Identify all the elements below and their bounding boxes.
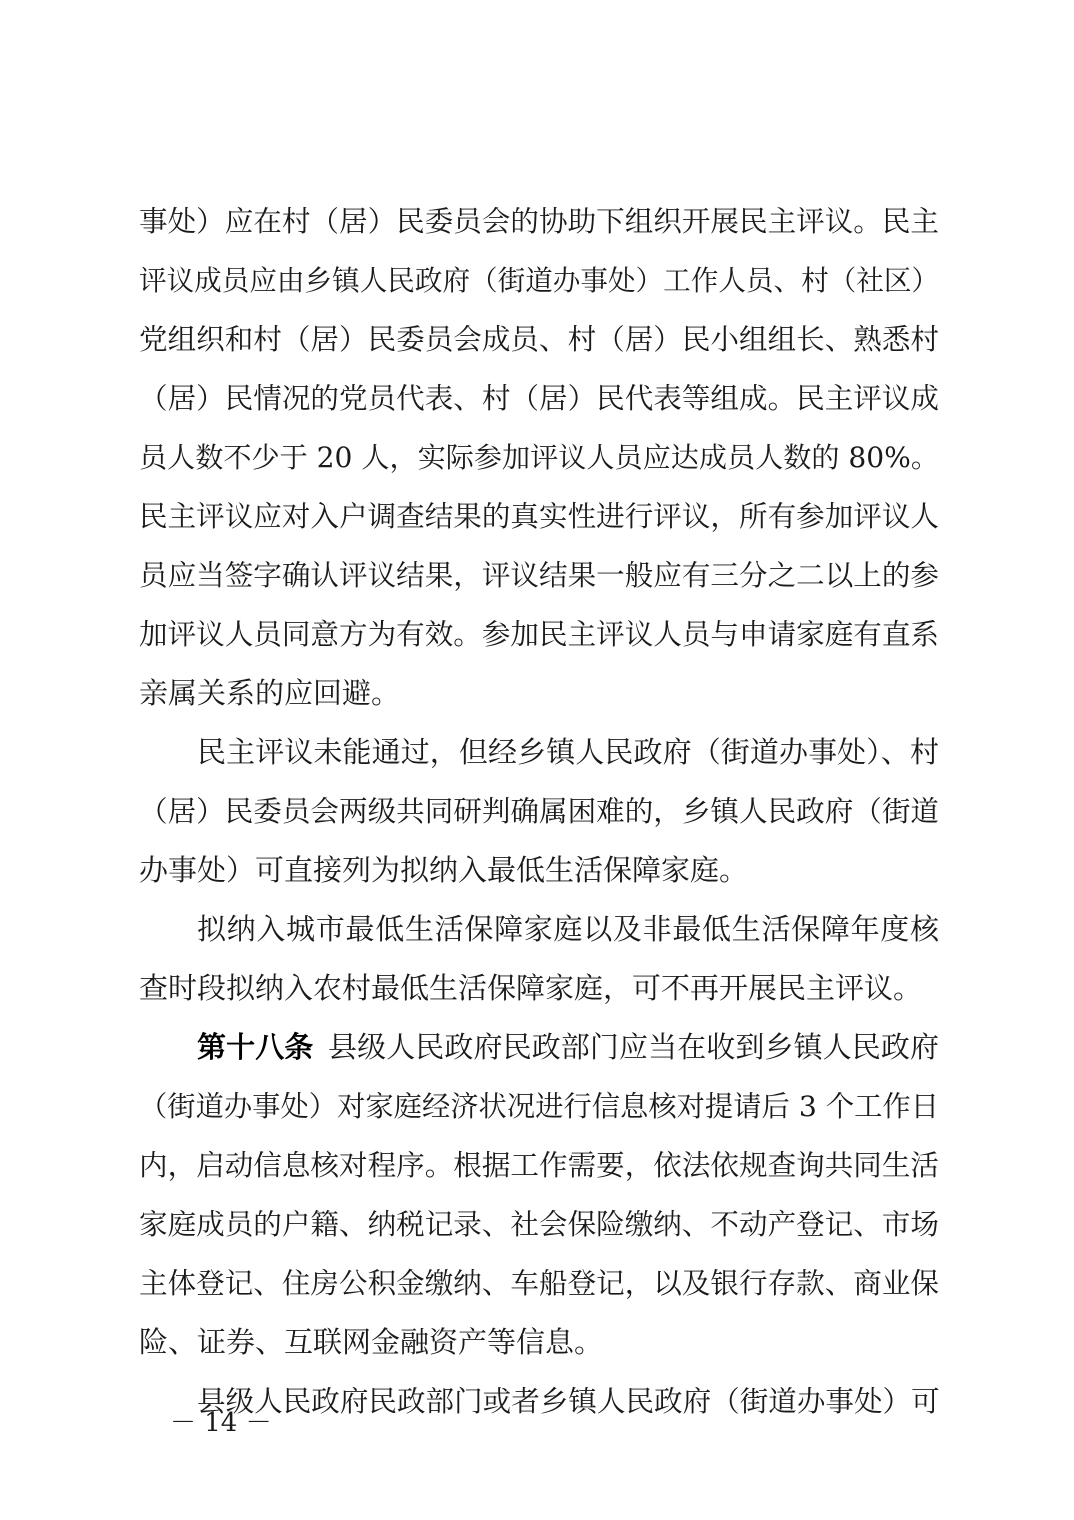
line-text: 拟纳入城市最低生活保障家庭以及非最低生活保障年度核: [197, 912, 939, 946]
line-text: 家庭成员的户籍、纳税记录、社会保险缴纳、不动产登记、市场: [139, 1207, 939, 1241]
line-text: 县级人民政府民政部门或者乡镇人民政府（街道办事处）可: [197, 1384, 940, 1418]
line-text: 县级人民政府民政部门应当在收到乡镇人民政府: [327, 1030, 939, 1064]
text-line: [139, 723, 939, 782]
line-text: （街道办事处）对家庭经济状况进行信息核对提请后 3 个工作日: [139, 1090, 939, 1123]
article-heading: 第十八条: [197, 1030, 314, 1064]
line-text: （居）民情况的党员代表、村（居）民代表等组成。民主评议成: [139, 381, 939, 415]
text-line: [139, 487, 939, 546]
text-line: [139, 369, 939, 428]
line-text: 民主评议应对入户调查结果的真实性进行评议，所有参加评议人: [139, 499, 939, 533]
text-line: [139, 1254, 939, 1313]
line-text: 主体登记、住房公积金缴纳、车船登记，以及银行存款、商业保: [139, 1266, 939, 1300]
line-text: 事处）应在村（居）民委员会的协助下组织开展民主评议。民主: [139, 204, 939, 238]
text-line: [139, 664, 939, 723]
text-line: [139, 192, 939, 251]
text-line: [139, 1136, 939, 1195]
line-text: 险、证券、互联网金融资产等信息。: [139, 1325, 604, 1359]
text-line: [139, 841, 939, 900]
text-line: [139, 1313, 939, 1372]
line-text: 办事处）可直接列为拟纳入最低生活保障家庭。: [139, 853, 749, 887]
text-line: [139, 546, 939, 605]
text-line: [139, 782, 939, 841]
line-text: 评议成员应由乡镇人民政府（街道办事处）工作人员、村（社区）: [139, 264, 939, 297]
text-line: [139, 310, 939, 369]
text-line: [139, 428, 939, 487]
text-line: [139, 1077, 939, 1136]
text-line: [139, 900, 939, 959]
text-line: [139, 251, 939, 310]
line-text: 党组织和村（居）民委员会成员、村（居）民小组组长、熟悉村: [139, 322, 939, 356]
line-text: 亲属关系的应回避。: [139, 676, 401, 710]
text-line: [139, 1195, 939, 1254]
line-text: （居）民委员会两级共同研判确属困难的，乡镇人民政府（街道: [139, 794, 939, 828]
text-line: [139, 1018, 939, 1077]
page-number: － 14 －: [170, 1408, 272, 1438]
text-line: [139, 959, 939, 1018]
line-text: 民主评议未能通过，但经乡镇人民政府（街道办事处）、村: [197, 735, 939, 769]
document-body: [139, 192, 939, 1431]
text-line: [139, 605, 939, 664]
line-text: 查时段拟纳入农村最低生活保障家庭，可不再开展民主评议。: [139, 971, 923, 1005]
line-text: 加评议人员同意方为有效。参加民主评议人员与申请家庭有直系: [139, 617, 939, 651]
line-text: 员人数不少于 20 人，实际参加评议人员应达成员人数的 80%。: [139, 441, 939, 474]
line-text: 员应当签字确认评议结果，评议结果一般应有三分之二以上的参: [139, 558, 939, 592]
line-text: 内，启动信息核对程序。根据工作需要，依法依规查询共同生活: [139, 1148, 939, 1182]
